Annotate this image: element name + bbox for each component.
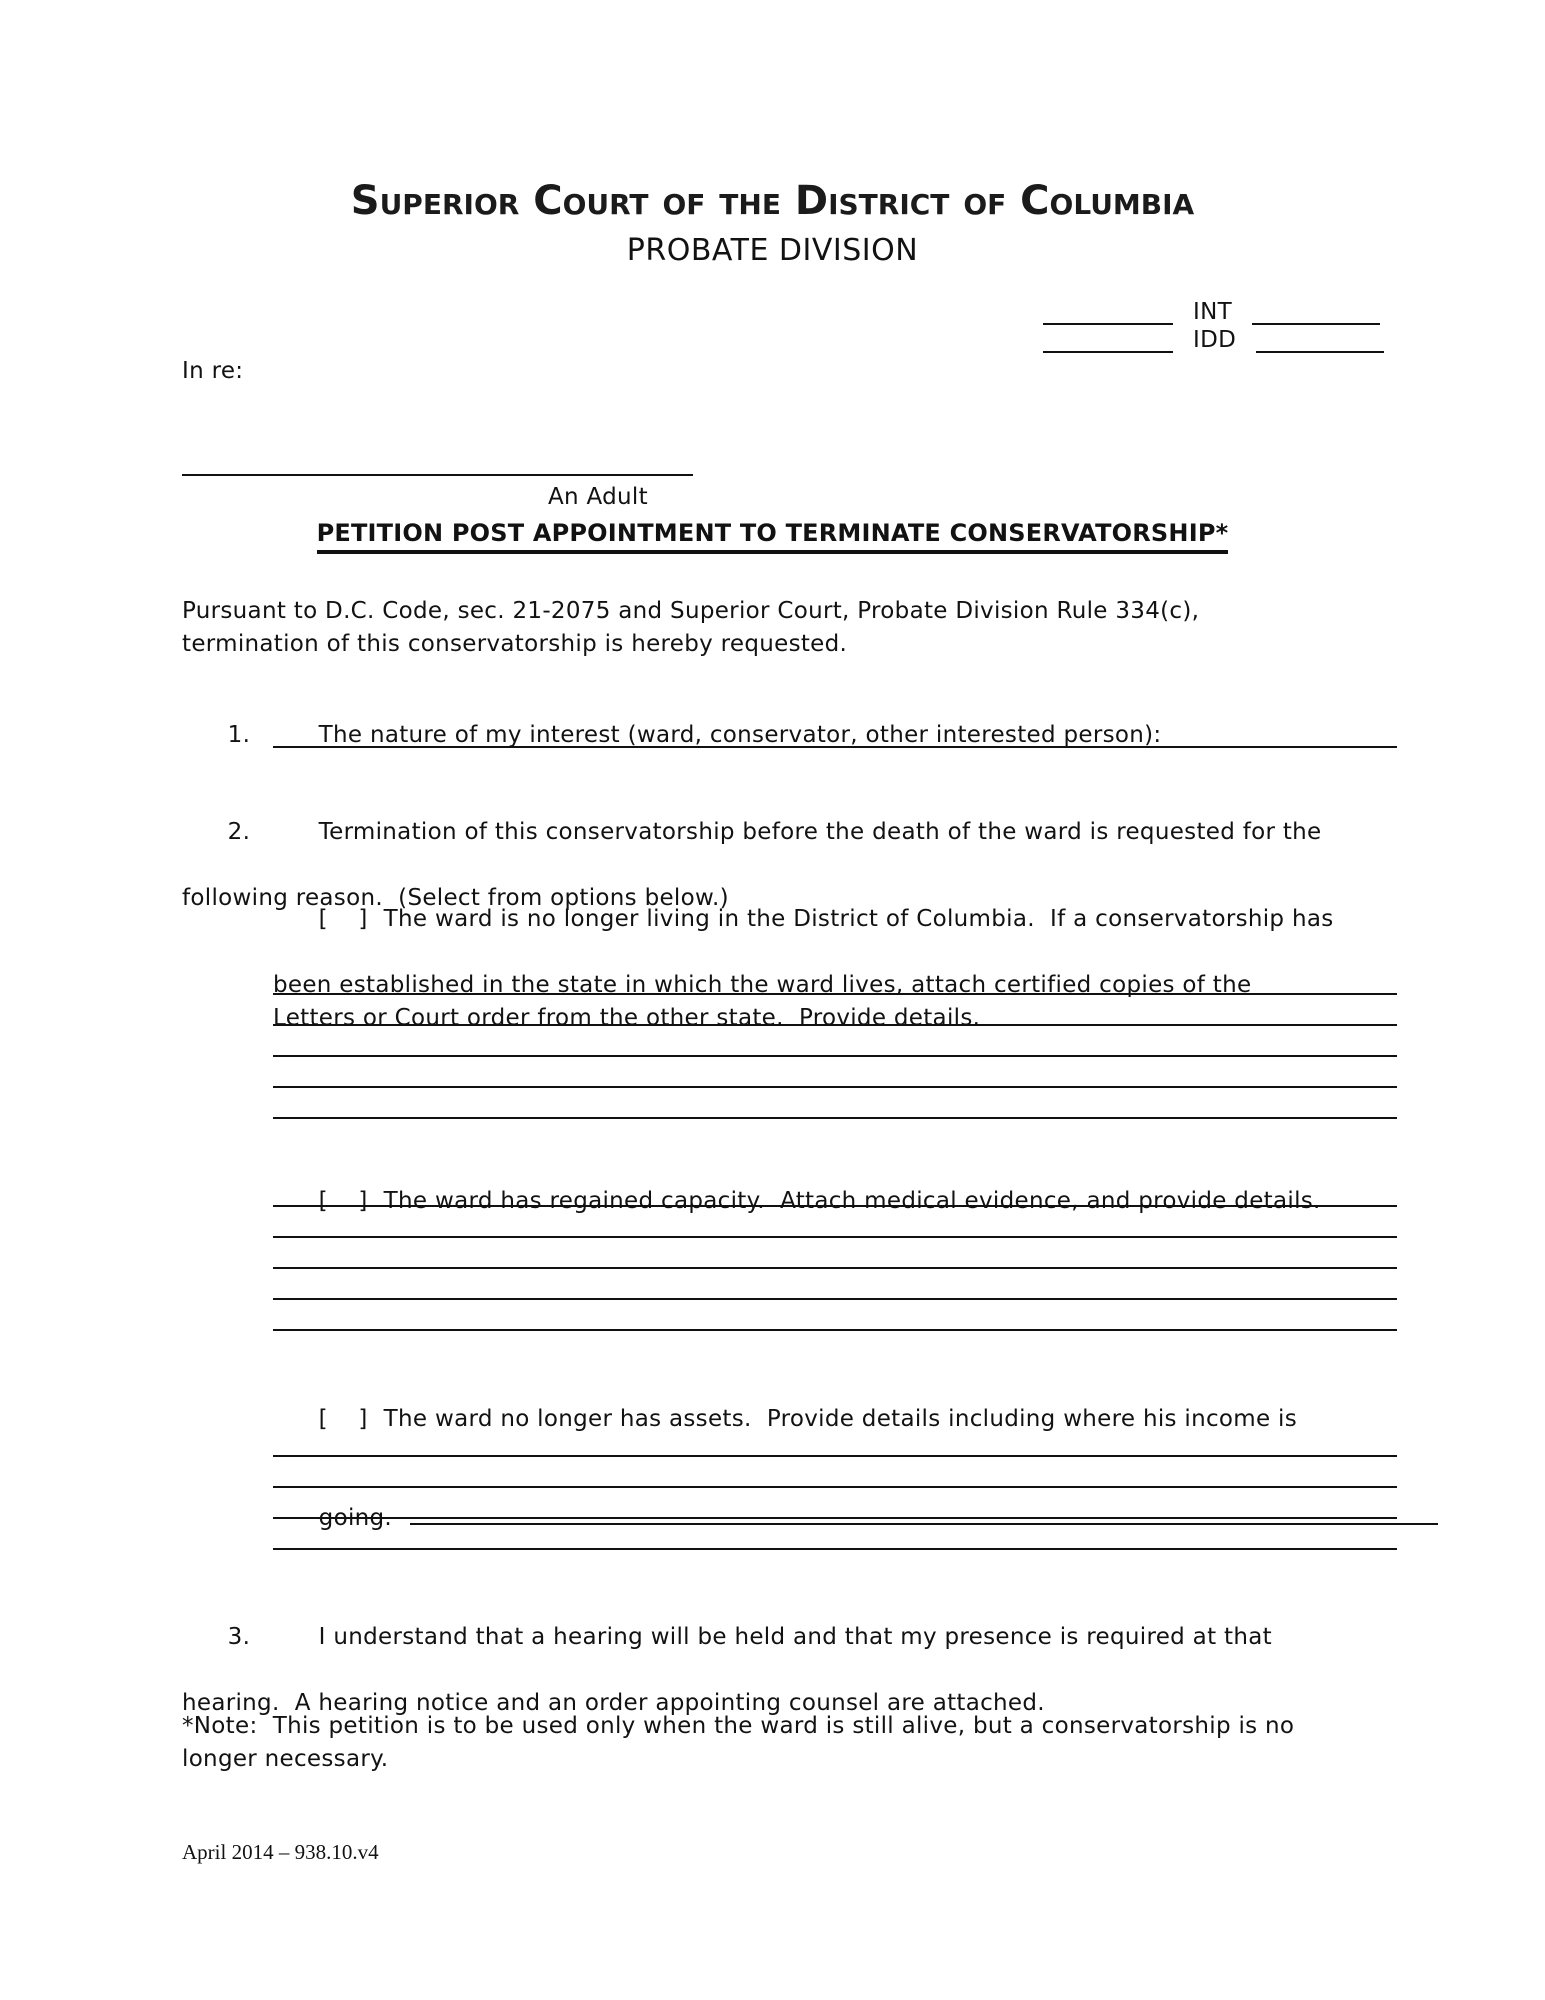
int-blank-right[interactable]: [1252, 319, 1380, 325]
details-blank-line[interactable]: [273, 1238, 1397, 1269]
option-1-text-line: been established in the state in which the ward lives, attach certified copies of the: [273, 972, 1252, 998]
division-subtitle: PROBATE DIVISION: [626, 233, 919, 268]
details-blank-line[interactable]: [273, 1488, 1397, 1519]
details-blank-line[interactable]: [273, 1457, 1397, 1488]
details-blank-line[interactable]: [273, 1300, 1397, 1331]
intro-paragraph: [182, 595, 1199, 661]
details-blank-line[interactable]: [273, 1269, 1397, 1300]
an-adult-caption: An Adult: [548, 484, 648, 510]
item-2-text-line: following reason. (Select from options below.): [182, 885, 729, 911]
option-2-text: The ward has regained capacity. Attach medical evidence, and provide details.: [383, 1188, 1321, 1214]
option-3-checkbox[interactable]: [ ]: [318, 1406, 368, 1432]
form-version-footer: April 2014 – 938.10.v4: [182, 1840, 379, 1864]
in-re-label: In re:: [182, 358, 244, 384]
option-3-text-line: The ward no longer has assets. Provide details including where his income is: [383, 1406, 1298, 1432]
footnote-paragraph: [182, 1710, 1294, 1776]
details-blank-line[interactable]: [273, 1426, 1397, 1457]
item-3: [182, 1588, 1272, 1720]
idd-blank-left[interactable]: [1043, 347, 1173, 353]
intro-line: Pursuant to D.C. Code, sec. 21-2075 and Superior Court, Probate Division Rule 334(c),: [182, 598, 1200, 624]
footnote-line: *Note: This petition is to be used only when the ward is still alive, but a conservatorship is no: [182, 1713, 1295, 1739]
item-2-number: 2.: [227, 819, 251, 845]
item-3-text-line: hearing. A hearing notice and an order appointing counsel are attached.: [182, 1690, 1045, 1716]
details-blank-line[interactable]: [273, 1057, 1397, 1088]
details-blank-line[interactable]: [273, 1519, 1397, 1550]
item-1-number: 1.: [227, 722, 251, 748]
going-label: going.: [318, 1505, 393, 1531]
details-blank-line[interactable]: [273, 1207, 1397, 1238]
int-row: [1043, 297, 1384, 325]
item-3-text-line: I understand that a hearing will be held and that my presence is required at that: [318, 1624, 1272, 1650]
footnote-line: longer necessary.: [182, 1746, 389, 1772]
option-1-text-line: The ward is no longer living in the District of Columbia. If a conservatorship has: [383, 906, 1334, 932]
court-title: Superior Court of the District of Columbia: [350, 178, 1195, 224]
idd-blank-right[interactable]: [1256, 347, 1384, 353]
int-blank-left[interactable]: [1043, 319, 1173, 325]
item-2-text-line: Termination of this conservatorship before the death of the ward is requested for the: [318, 819, 1322, 845]
ward-name-line[interactable]: [182, 445, 693, 476]
item-3-number: 3.: [227, 1624, 251, 1650]
item-1-text: The nature of my interest (ward, conservator, other interested person):: [318, 722, 1162, 748]
option-2-checkbox[interactable]: [ ]: [318, 1188, 368, 1214]
int-label: INT: [1193, 299, 1232, 325]
option-3-details-lines: [273, 1426, 1397, 1550]
option-2-details-lines: [273, 1176, 1397, 1331]
details-blank-line[interactable]: [273, 964, 1397, 995]
form-title: PETITION POST APPOINTMENT TO TERMINATE CONSERVATORSHIP*: [317, 519, 1229, 554]
item-1-answer-line[interactable]: [273, 717, 1397, 748]
details-blank-line[interactable]: [273, 1176, 1397, 1207]
details-blank-line[interactable]: [273, 995, 1397, 1026]
option-1-text-line: Letters or Court order from the other state. Provide details.: [273, 1005, 981, 1031]
intro-line: termination of this conservatorship is hereby requested.: [182, 631, 848, 657]
case-number-block: [1043, 297, 1384, 353]
idd-label: IDD: [1193, 327, 1237, 353]
details-blank-line[interactable]: [273, 1088, 1397, 1119]
option-1-details-lines: [273, 964, 1397, 1119]
details-blank-line[interactable]: [273, 1026, 1397, 1057]
idd-row: [1043, 325, 1384, 353]
option-1-checkbox[interactable]: [ ]: [318, 906, 368, 932]
